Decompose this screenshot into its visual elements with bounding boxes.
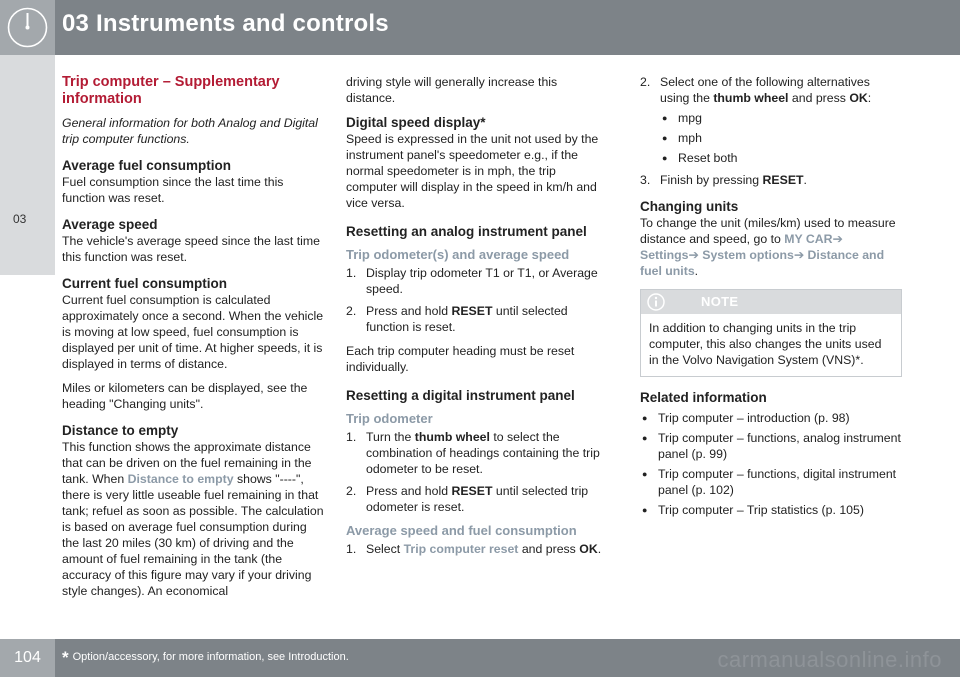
option-item: ● mph [660,130,902,146]
reset-analog-after: Each trip computer heading must be reset individually. [346,344,575,374]
menu-path-my-car: MY CAR [784,232,833,246]
avg-speed-text: The vehicle's average speed since the last time this function was reset. [62,234,320,264]
column-3 [640,74,902,524]
related-link[interactable]: ● Trip computer – functions, analog instrument panel (p. 99) [640,430,902,462]
menu-path-distance-fuel-units: Distance and fuel units [640,248,885,278]
watermark: carmanualsonline.info [717,647,942,672]
option-item: ● Reset both [660,150,902,166]
list-item: 1. Display trip odometer T1 or T1, or Average speed. [346,266,598,296]
reset-average-steps [346,541,608,557]
list-item: 1. Select Trip computer reset and press OK. [346,542,602,556]
current-fuel-text: Current fuel consumption is calculated approximately once a second. When the vehicle is moving at low speed, fuel consumption is displayed per unit of time. At higher speeds, it is displayed in terms of distance. [62,293,324,371]
reset-analog-subheading: Trip odometer(s) and average speed [346,247,570,262]
reset-analog-heading: Resetting an analog instrument panel [346,224,587,239]
reset-digital-subheading-1: Trip odometer [346,411,433,426]
page-number: 104 [0,639,55,677]
arrow-right-icon: ➔ [832,232,843,246]
trip-computer-reset-link: Trip computer reset [403,542,519,556]
changing-units-text: To change the unit (miles/km) used to measure distance and speed, go to MY CAR➔ Settings➔ System options➔ Distance and fuel units. [640,216,896,278]
note-box [640,289,902,377]
changing-units-heading: Changing units [640,199,739,214]
avg-speed-heading: Average speed [62,217,158,232]
chapter-number: 03 [13,212,27,226]
note-header [641,290,901,314]
note-text: In addition to changing units in the trip computer, this also changes the units used in the Volvo Navigation System (VNS)*. [649,321,882,367]
digital-speed-heading: Digital speed display* [346,115,486,130]
current-fuel-text-2: Miles or kilometers can be displayed, see the heading "Changing units". [62,381,308,411]
avg-fuel-text: Fuel consumption since the last time this function was reset. [62,175,284,205]
related-link[interactable]: ● Trip computer – functions, digital instrument panel (p. 102) [640,466,902,498]
list-item: 2. Select one of the following alternatives using the thumb wheel and press OK: ● mpg ● mph ● Reset both [640,74,902,166]
reset-digital-heading: Resetting a digital instrument panel [346,388,575,403]
menu-path-settings: Settings [640,248,689,262]
intro-text: General information for both Analog and Digital trip computer functions. [62,116,318,146]
dte-text: This function shows the approximate distance that can be driven on the fuel remaining in the tank. When Distance to empty shows "----", there is very little useable fuel remaining in that tank; refuel as soon as possible. The calculation is based on average fuel consumption during the last 20 miles (30 km) of driving and the amount of fuel remaining in the tank (the accuracy of this figure may vary if your driving style changes). An economical [62,440,324,598]
related-list [640,410,902,518]
option-item: ● mpg [660,110,902,126]
chapter-title: 03 Instruments and controls [62,10,389,37]
related-link[interactable]: ● Trip computer – introduction (p. 98) [640,410,902,426]
footer-note: * Option/accessory, for more information, see Introduction. [62,648,349,667]
list-item: 3. Finish by pressing RESET. [640,173,807,187]
arrow-right-icon: ➔ [688,248,699,262]
reset-digital-subheading-2: Average speed and fuel consumption [346,523,577,538]
list-item: 2. Press and hold RESET until selected function is reset. [346,304,568,334]
page-header [0,0,960,55]
gauge-icon [0,0,55,55]
reset-digital-steps [346,429,608,515]
related-link[interactable]: ● Trip computer – Trip statistics (p. 105) [640,502,902,518]
list-item: 1. Turn the thumb wheel to select the combination of headings containing the trip odometer to be reset. [346,430,600,476]
info-icon [647,293,665,311]
current-fuel-heading: Current fuel consumption [62,276,227,291]
section-heading: Trip computer – Supplementary information [62,74,280,107]
column-2 [346,74,608,565]
dte-heading: Distance to empty [62,423,179,438]
options-list [660,110,902,166]
column-1 [62,74,324,607]
note-label: NOTE [701,294,739,309]
continued-steps [640,74,902,188]
continued-text: driving style will generally increase this distance. [346,75,558,105]
list-item: 2. Press and hold RESET until selected trip odometer is reset. [346,484,589,514]
avg-fuel-heading: Average fuel consumption [62,158,232,173]
digital-speed-text: Speed is expressed in the unit not used by the instrument panel's speedometer e.g., if the normal speedometer is in mph, the trip computer will display in the speed in km/h and vice versa. [346,132,599,210]
menu-path-system-options: System options [702,248,794,262]
arrow-right-icon: ➔ [793,248,805,262]
dte-link: Distance to empty [127,472,234,486]
chapter-tab [0,55,55,275]
page-footer [0,639,960,677]
reset-analog-steps [346,265,608,335]
related-heading: Related information [640,390,767,405]
